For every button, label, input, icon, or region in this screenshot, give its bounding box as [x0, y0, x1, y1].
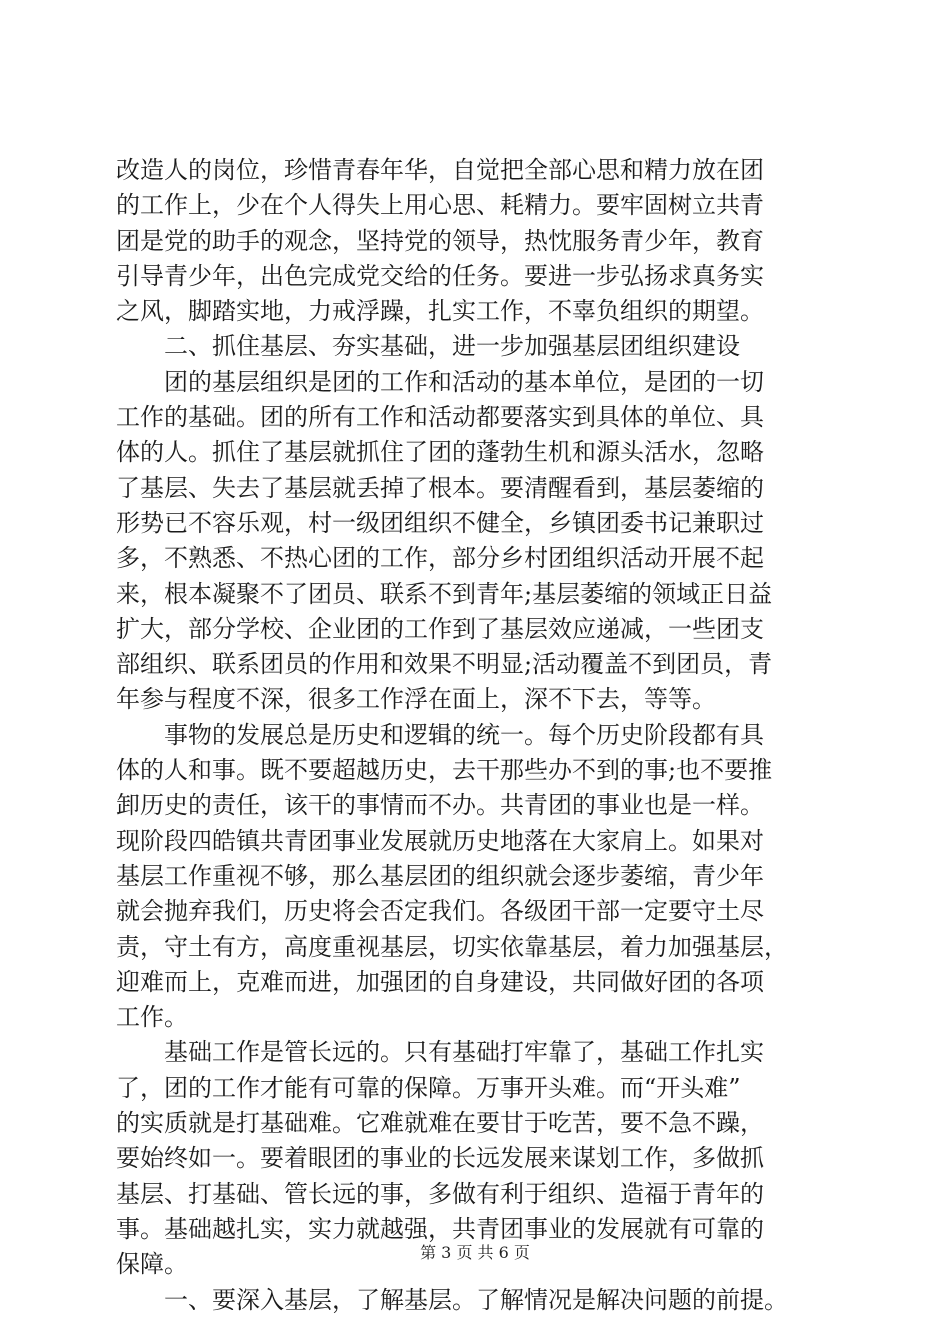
text-line: 了基层、失去了基层就丢掉了根本。要清醒看到，基层萎缩的	[116, 473, 764, 502]
text-line: 了，团的工作才能有可靠的保障。万事开头难。而“开头难”	[116, 1073, 741, 1102]
text-line: 事物的发展总是历史和逻辑的统一。每个历史阶段都有具	[164, 720, 764, 749]
text-line: 之风，脚踏实地，力戒浮躁，扎实工作，不辜负组织的期望。	[116, 297, 764, 326]
text-line: 工作。	[116, 1003, 188, 1032]
text-line: 工作的基础。团的所有工作和活动都要落实到具体的单位、具	[116, 403, 764, 432]
text-line: 基础工作是管长远的。只有基础打牢靠了，基础工作扎实	[164, 1038, 764, 1067]
text-line: 团的基层组织是团的工作和活动的基本单位，是团的一切	[164, 367, 764, 396]
text-line: 要始终如一。要着眼团的事业的长远发展来谋划工作，多做抓	[116, 1144, 764, 1173]
text-line: 年参与程度不深，很多工作浮在面上，深不下去，等等。	[116, 685, 716, 714]
text-line: 改造人的岗位，珍惜青春年华，自觉把全部心思和精力放在团	[116, 156, 764, 184]
text-line: 来，根本凝聚不了团员、联系不到青年;基层萎缩的领域正日益	[116, 579, 773, 608]
text-line: 责，守土有方，高度重视基层，切实依靠基层，着力加强基层，	[116, 932, 788, 961]
text-line: 的实质就是打基础难。它难就难在要甘于吃苦，要不急不躁，	[116, 1109, 764, 1138]
text-line: 现阶段四皓镇共青团事业发展就历史地落在大家肩上。如果对	[116, 826, 764, 855]
text-line: 一、要深入基层，了解基层。了解情况是解决问题的前提。	[164, 1285, 788, 1314]
page-footer: 第 3 页 共 6 页	[420, 1243, 530, 1262]
text-line: 基层、打基础、管长远的事，多做有利于组织、造福于青年的	[116, 1179, 764, 1208]
text-line: 形势已不容乐观，村一级团组织不健全，乡镇团委书记兼职过	[116, 508, 764, 537]
text-line: 保障。	[116, 1250, 188, 1279]
text-line: 扩大，部分学校、企业团的工作到了基层效应递减，一些团支	[116, 614, 764, 643]
document-body	[116, 153, 856, 1318]
text-line: 二、抓住基层、夯实基础，进一步加强基层团组织建设	[164, 332, 740, 361]
text-line: 的工作上，少在个人得失上用心思、耗精力。要牢固树立共青	[116, 191, 764, 220]
text-line: 团是党的助手的观念，坚持党的领导，热忱服务青少年，教育	[116, 226, 764, 255]
text-line: 体的人。抓住了基层就抓住了团的蓬勃生机和源头活水，忽略	[116, 438, 764, 467]
text-line: 引导青少年，出色完成党交给的任务。要进一步弘扬求真务实	[116, 261, 764, 290]
text-line: 体的人和事。既不要超越历史，去干那些办不到的事;也不要推	[116, 756, 773, 785]
text-line: 卸历史的责任，该干的事情而不办。共青团的事业也是一样。	[116, 791, 764, 820]
text-line: 部组织、联系团员的作用和效果不明显;活动覆盖不到团员，青	[116, 650, 773, 679]
text-line: 就会抛弃我们，历史将会否定我们。各级团干部一定要守土尽	[116, 897, 764, 926]
text-line: 事。基础越扎实，实力就越强，共青团事业的发展就有可靠的	[116, 1214, 764, 1243]
text-line: 多，不熟悉、不热心团的工作，部分乡村团组织活动开展不起	[116, 544, 764, 573]
text-line: 基层工作重视不够，那么基层团的组织就会逐步萎缩，青少年	[116, 861, 764, 890]
text-line: 迎难而上，克难而进，加强团的自身建设，共同做好团的各项	[116, 967, 764, 996]
